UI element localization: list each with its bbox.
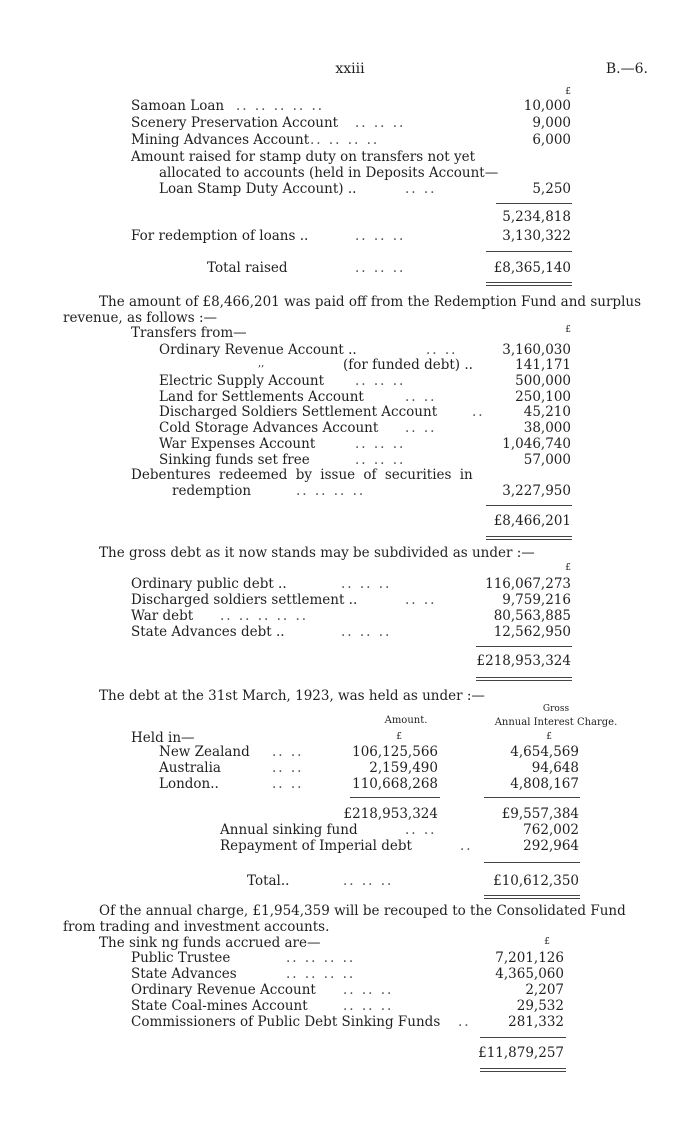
sum-rule [484,797,580,798]
held-in-heading: Held in— [131,730,195,746]
annual-total-value: £10,612,350 [493,873,579,889]
table-row-label: Cold Storage Advances Account [159,420,379,436]
table-row-interest: 94,648 [531,760,579,776]
table-row-label: Samoan Loan [131,98,225,114]
currency-header: £ [565,87,571,97]
leader-dots: .. .. .. [343,998,394,1014]
table-row-value: 12,562,950 [493,624,571,640]
table-row-label: Ordinary Revenue Account [131,982,316,998]
currency-header: £ [546,732,552,742]
table-row-value: 45,210 [523,404,571,420]
table-row-value: 80,563,885 [493,608,571,624]
paragraph-line: The gross debt as it now stands may be subdivided as under :— [99,545,535,561]
table-row-label: State Coal-mines Account [131,998,308,1014]
table-row-value: 9,000 [532,115,571,131]
table-row-value: 3,160,030 [502,342,571,358]
gross-debt-total: £218,953,324 [476,653,571,669]
table-row-label: War Expenses Account [159,436,316,452]
table-row-label: Australia [159,760,221,776]
table-row-value: 1,046,740 [502,436,571,452]
leader-dots: .. .. [405,181,437,197]
table-row-label: State Advances [131,966,237,982]
table-row-label: New Zealand [159,744,250,760]
table-row-value: 141,171 [515,357,571,373]
debentures-line: Debentures redeemed by issue of securities in [131,467,473,483]
debentures-value: 3,227,950 [502,483,571,499]
paragraph-line: The debt at the 31st March, 1923, was held as under :— [99,688,485,704]
column-header-amount: Amount. [384,715,428,726]
leader-dots: .. .. [405,420,437,436]
imperial-debt-value: 292,964 [523,838,579,854]
ditto-mark: ,, [258,358,265,369]
stamp-duty-value: 5,250 [532,181,571,197]
total-raised-label: Total raised [207,260,288,276]
leader-dots: .. .. .. [341,576,392,592]
total-double-rule [486,536,572,540]
currency-header: £ [565,325,571,335]
leader-dots: .. [472,404,485,420]
table-row-value: 57,000 [523,452,571,468]
table-row-label: War debt [131,608,194,624]
leader-dots: .. .. .. [355,228,406,244]
total-double-rule [484,895,580,899]
leader-dots: .. .. .. .. [286,966,356,982]
table-row-amount: 106,125,566 [352,744,438,760]
leader-dots: .. .. .. [355,436,406,452]
table-row-amount: 110,668,268 [352,776,438,792]
table-row-value: 29,532 [516,998,564,1014]
table-row-label: Electric Supply Account [159,373,325,389]
table-row-label: Discharged Soldiers Settlement Account [159,404,438,420]
leader-dots: .. .. .. .. [286,950,356,966]
sum-rule [480,1037,566,1038]
table-row-label: Commissioners of Public Debt Sinking Funds [131,1014,441,1030]
leader-dots: .. .. .. [343,873,394,889]
table-row-value: 10,000 [523,98,571,114]
currency-header: £ [565,563,571,573]
table-row-label: Land for Settlements Account [159,389,364,405]
leader-dots: .. .. .. .. [310,132,380,148]
table-row-value: 500,000 [515,373,571,389]
table-row-label: (for funded debt) .. [343,357,473,373]
table-row-value: 116,067,273 [485,576,571,592]
annual-total-label: Total.. [247,873,290,889]
stamp-duty-line: Amount raised for stamp duty on transfers not yet [131,149,476,165]
paragraph-line: The amount of £8,466,201 was paid off from the Redemption Fund and surplus [99,294,642,310]
table-row-label: Mining Advances Account [131,132,310,148]
column-header-interest: Annual Interest Charge. [494,717,618,728]
paragraph-line: revenue, as follows :— [63,310,217,326]
sinking-fund-value: 762,002 [523,822,579,838]
table-row-value: 9,759,216 [502,592,571,608]
leader-dots: .. .. .. .. [296,483,366,499]
paragraph-line: The sink ng funds accrued are— [99,935,321,951]
redemption-label: For redemption of loans .. [131,228,309,244]
table-row-label: Scenery Preservation Account [131,115,339,131]
leader-dots: .. .. [405,822,437,838]
debentures-line: redemption [172,483,252,499]
table-row-value: 38,000 [523,420,571,436]
leader-dots: .. .. [405,592,437,608]
table-row-interest: 4,654,569 [510,744,579,760]
leader-dots: .. [458,1014,471,1030]
document-reference: B.—6. [605,61,648,77]
table-row-label: Sinking funds set free [159,452,310,468]
total-double-rule [476,677,572,681]
redemption-total: £8,466,201 [493,513,571,529]
table-row-label: State Advances debt .. [131,624,285,640]
amount-total: £218,953,324 [343,806,438,822]
table-row-value: 250,100 [515,389,571,405]
table-row-label: Ordinary Revenue Account .. [159,342,357,358]
leader-dots: .. .. .. [355,260,406,276]
sinking-fund-label: Annual sinking fund [220,822,358,838]
sum-rule [476,646,572,647]
leader-dots: .. .. .. [355,373,406,389]
page-number: xxiii [335,61,365,77]
table-row-label: Discharged soldiers settlement .. [131,592,358,608]
leader-dots: .. .. .. .. .. [220,608,309,624]
imperial-debt-label: Repayment of Imperial debt [220,838,412,854]
leader-dots: .. .. .. [343,982,394,998]
currency-header: £ [544,937,550,947]
sinking-funds-total: £11,879,257 [478,1045,564,1061]
leader-dots: .. .. .. .. .. [236,98,325,114]
sum-rule [484,862,580,863]
leader-dots: .. .. .. [341,624,392,640]
total-raised-value: £8,365,140 [493,260,571,276]
currency-header: £ [396,732,402,742]
table-row-value: 4,365,060 [495,966,564,982]
sum-rule [496,203,572,204]
table-row-label: Ordinary public debt .. [131,576,287,592]
stamp-duty-line: allocated to accounts (held in Deposits Account— [159,165,499,181]
leader-dots: .. .. .. [355,115,406,131]
leader-dots: .. .. .. [355,452,406,468]
leader-dots: .. .. [426,342,458,358]
stamp-duty-line: Loan Stamp Duty Account) .. [159,181,357,197]
leader-dots: .. .. [272,744,304,760]
total-double-rule [486,282,572,286]
total-double-rule [480,1068,566,1072]
sum-rule [486,505,572,506]
table-row-label: London.. [159,776,219,792]
table-row-value: 6,000 [532,132,571,148]
leader-dots: .. [460,838,473,854]
subtotal-value: 5,234,818 [502,209,571,225]
table-row-label: Public Trustee [131,950,231,966]
paragraph-line: from trading and investment accounts. [63,919,330,935]
column-header-gross: Gross [542,704,570,714]
table-row-amount: 2,159,490 [369,760,438,776]
transfers-heading: Transfers from— [131,325,247,341]
table-row-interest: 4,808,167 [510,776,579,792]
table-row-value: 2,207 [525,982,564,998]
table-row-value: 281,332 [508,1014,564,1030]
interest-total: £9,557,384 [501,806,579,822]
redemption-value: 3,130,322 [502,228,571,244]
sum-rule [350,797,440,798]
table-row-value: 7,201,126 [495,950,564,966]
sum-rule [486,251,572,252]
leader-dots: .. .. [405,389,437,405]
leader-dots: .. .. [272,776,304,792]
leader-dots: .. .. [272,760,304,776]
paragraph-line: Of the annual charge, £1,954,359 will be recouped to the Consolidated Fund [99,903,626,919]
